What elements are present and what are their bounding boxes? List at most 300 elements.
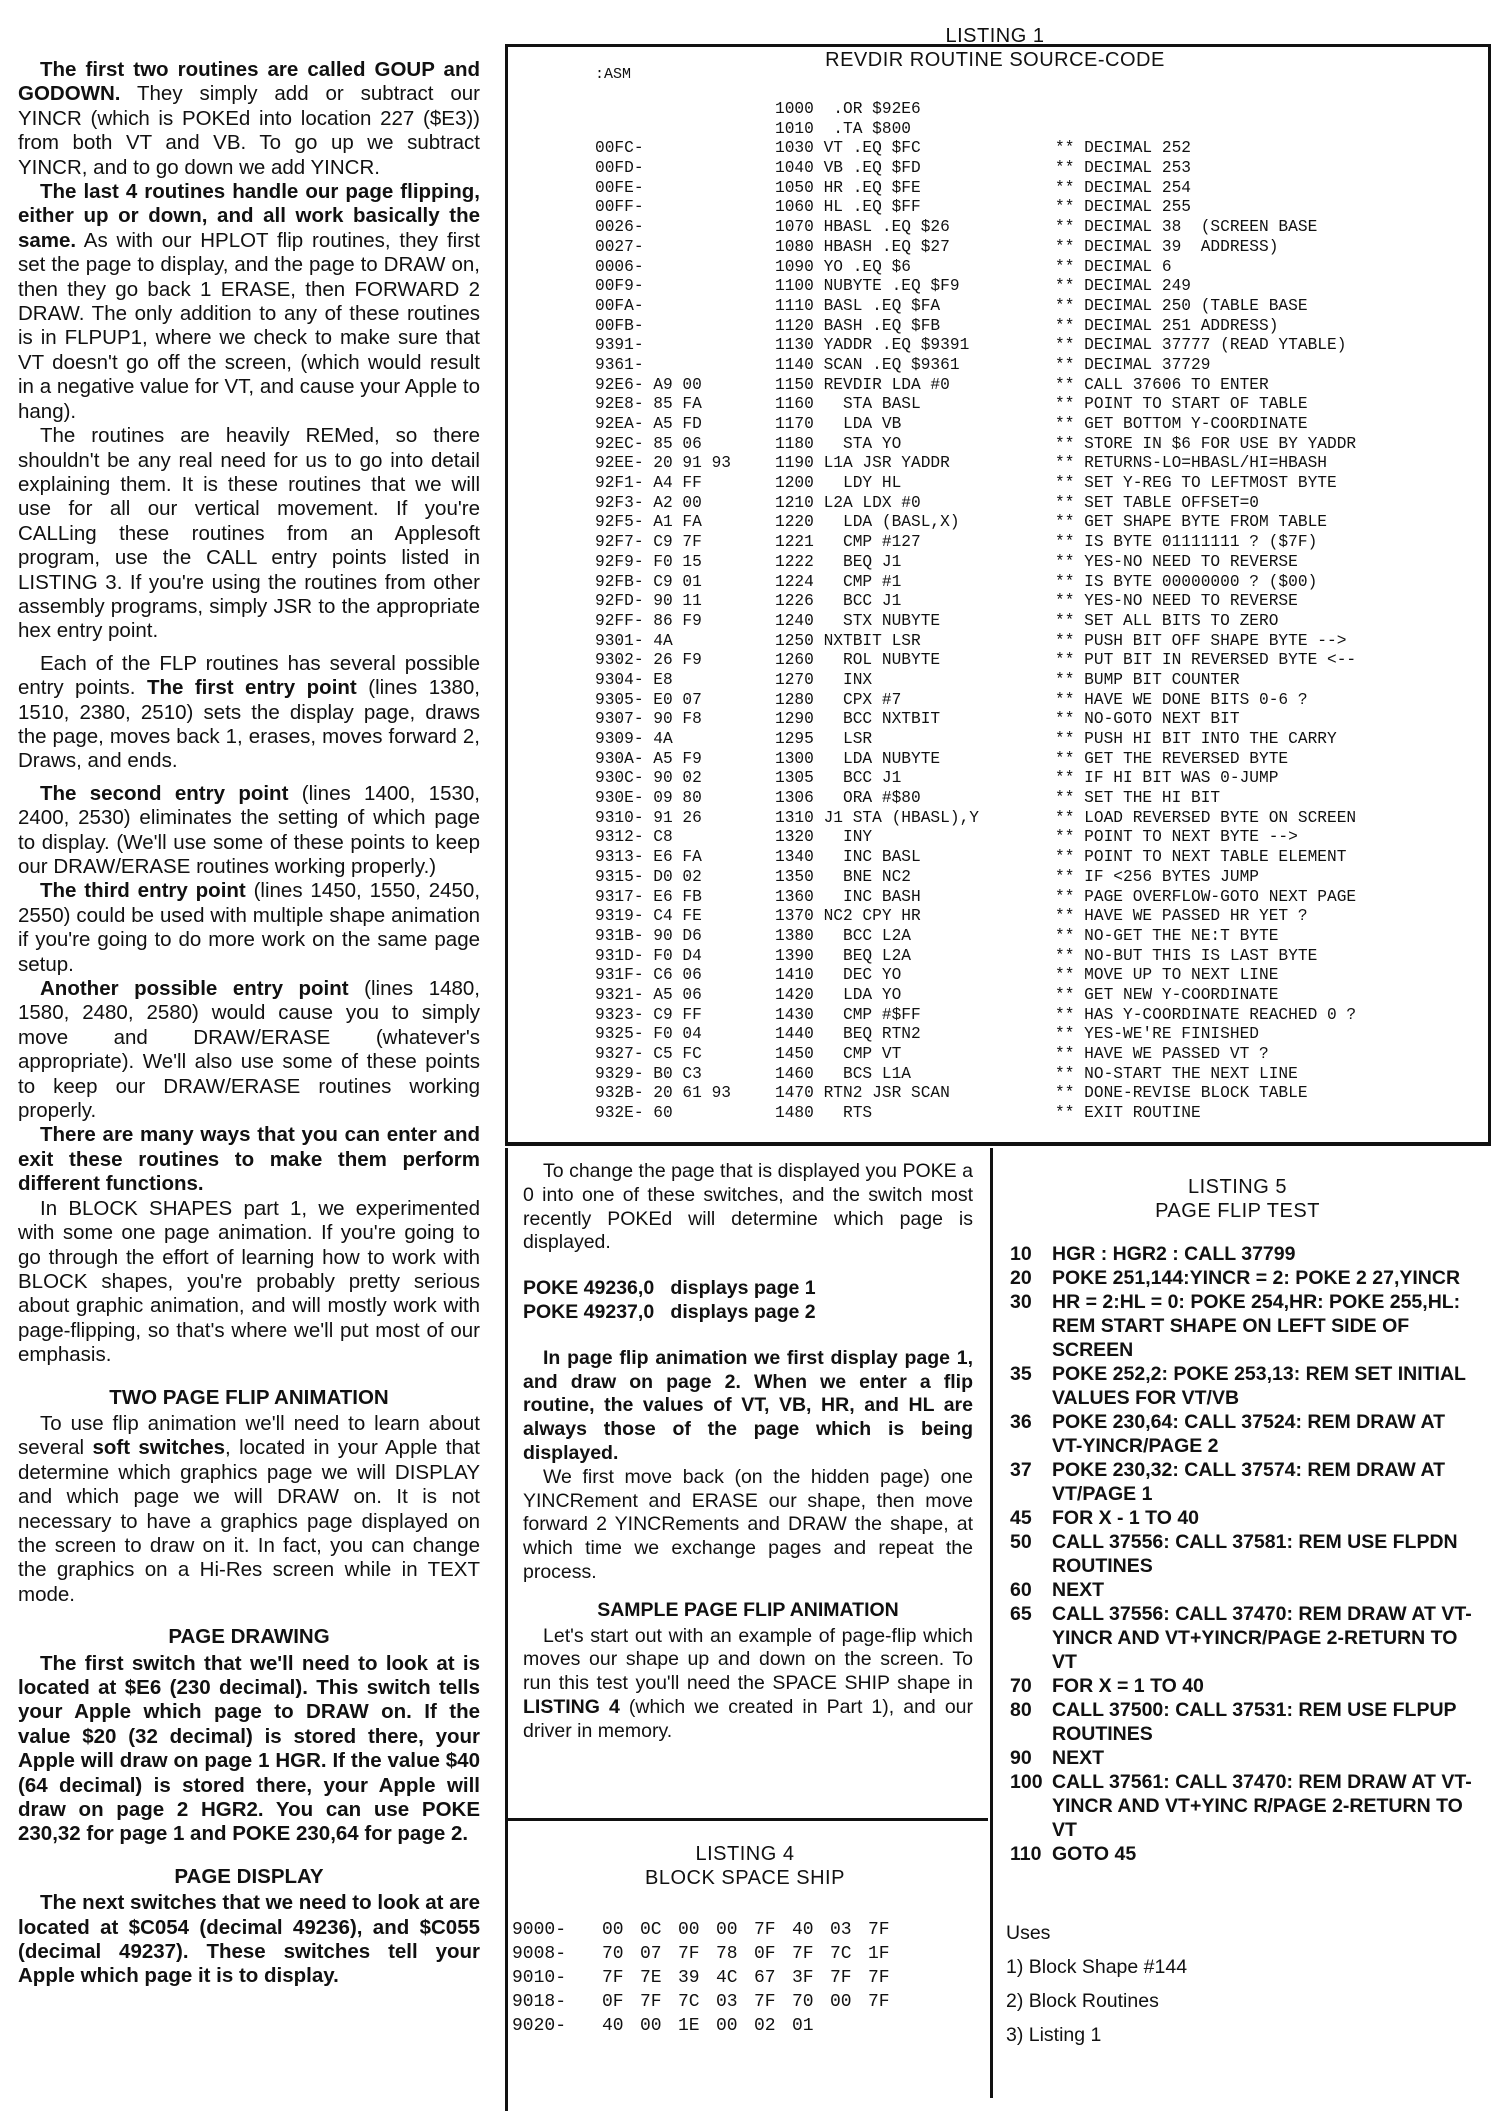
hex-byte: 7E xyxy=(640,1968,662,1988)
code-instruction: 1270 INX xyxy=(775,670,873,689)
code-comment: ** DECIMAL 6 xyxy=(1055,257,1172,276)
paragraph-another-entry: Another possible entry point (lines 1480, 1580, 2480, 2580) would cause you to simply move and DRAW/ERASE (whatever's appropriate). We'll also use some of these points to keep our DRAW/ERASE routines working properly. xyxy=(18,977,480,1123)
code-comment: ** NO-BUT THIS IS LAST BYTE xyxy=(1055,946,1318,965)
code-instruction: 1120 BASH .EQ $FB xyxy=(775,316,941,335)
code-address: 92F7- C9 7F xyxy=(595,533,702,552)
code-address: 9327- C5 FC xyxy=(595,1045,702,1063)
hex-address: 9000- xyxy=(512,1920,567,1940)
basic-line xyxy=(1010,1746,1480,1770)
hex-byte: 7F xyxy=(754,1992,776,2012)
code-instruction: 1250 NXTBIT LSR xyxy=(775,631,921,650)
code-comment: ** SET ALL BITS TO ZERO xyxy=(1055,611,1279,630)
code-row xyxy=(595,632,1356,652)
basic-line xyxy=(1010,1674,1480,1698)
code-comment: ** HAVE WE PASSED VT ? xyxy=(1055,1045,1269,1063)
hex-byte: 78 xyxy=(716,1944,738,1964)
code-comment: ** POINT TO NEXT BYTE --> xyxy=(1055,828,1298,847)
code-instruction: 1000 .OR $92E6 xyxy=(775,100,921,118)
code-row xyxy=(595,710,1356,730)
hex-byte: 67 xyxy=(754,1968,776,1988)
code-row xyxy=(595,730,1356,750)
middle-article-column xyxy=(523,1160,973,1744)
basic-line xyxy=(1010,1530,1480,1578)
code-address: 9317- E6 FB xyxy=(595,887,702,906)
basic-line xyxy=(1010,1698,1480,1746)
code-row xyxy=(595,553,1356,573)
basic-line xyxy=(1010,1242,1480,1266)
paragraph-soft-switches: To use flip animation we'll need to learn about several soft switches, located in your Apple that determine which graphics page we will DISPLAY and which page we will DRAW on. It is not necessary to have a graphics page displayed on the screen to draw on it. In fact, you can change the graphics on a Hi-Res screen while in TEXT mode. xyxy=(18,1411,481,1606)
uses-title: Uses xyxy=(1006,1922,1051,1944)
hex-byte: 7F xyxy=(792,1944,814,1964)
basic-line-text: FOR X - 1 TO 40 xyxy=(1052,1507,1200,1529)
code-row xyxy=(595,297,1356,317)
code-comment: ** GET NEW Y-COORDINATE xyxy=(1055,985,1279,1004)
code-instruction: 1226 BCC J1 xyxy=(775,592,902,611)
code-comment: ** CALL 37606 TO ENTER xyxy=(1055,375,1269,394)
paragraph-page-display: The next switches that we need to look at are located at $C054 (decimal 49236), and $C055 (decimal 49237). These switches tell your Apple which page it is to display. xyxy=(18,1891,480,1988)
code-comment: ** POINT TO NEXT TABLE ELEMENT xyxy=(1055,848,1347,867)
listing-5-title: LISTING 5 PAGE FLIP TEST xyxy=(1155,1176,1320,1222)
code-row xyxy=(595,238,1356,258)
code-address: 9319- C4 FE xyxy=(595,907,702,926)
basic-line-number: 65 xyxy=(1010,1603,1032,1625)
heading-page-display: PAGE DISPLAY xyxy=(174,1864,324,1888)
uses-item: 2) Block Routines xyxy=(1006,1990,1159,2012)
code-address: 9312- C8 xyxy=(595,828,673,847)
basic-line xyxy=(1010,1770,1480,1842)
hex-row xyxy=(512,1966,906,1990)
code-row xyxy=(595,592,1356,612)
code-comment: ** DECIMAL 252 xyxy=(1055,139,1191,158)
code-instruction: 1410 DEC YO xyxy=(775,966,902,985)
basic-line-text: POKE 252,2: POKE 253,13: REM SET INITIAL VALUES FOR VT/VB xyxy=(1052,1363,1466,1409)
heading-page-drawing: PAGE DRAWING xyxy=(168,1625,330,1649)
paragraph-sample-example: Let's start out with an example of page-flip which moves our shape up and down on the screen. To run this test you'll need the SPACE SHIP shape in LISTING 4 (which we created in Part 1), and our driver in memory. xyxy=(523,1624,973,1742)
code-comment: ** DECIMAL 249 xyxy=(1055,277,1191,296)
code-address: 92EA- A5 FD xyxy=(595,415,702,433)
code-comment: ** DECIMAL 38 (SCREEN BASE xyxy=(1055,218,1318,237)
basic-line-text: NEXT xyxy=(1052,1747,1105,1769)
paragraph-goup-godown: The first two routines are called GOUP and GODOWN. They simply add or subtract our YINCR (which is POKEd into location 227 ($E3)) from both VT and VB. To go up we subtract YINCR, and to go down we add YINCR. xyxy=(18,58,480,179)
code-instruction: 1130 YADDR .EQ $9391 xyxy=(775,336,970,355)
basic-line-number: 80 xyxy=(1010,1699,1032,1721)
code-comment: ** DECIMAL 37729 xyxy=(1055,355,1211,374)
code-instruction: 1100 NUBYTE .EQ $F9 xyxy=(775,277,960,296)
code-address: 930E- 09 80 xyxy=(595,789,702,808)
code-address: 9305- E0 07 xyxy=(595,690,702,709)
listing-1-source-code xyxy=(595,100,1356,1124)
code-comment: ** NO-GET THE NE:T BYTE xyxy=(1055,926,1279,945)
code-instruction: 1160 STA BASL xyxy=(775,395,921,414)
code-address: 92EC- 85 06 xyxy=(595,434,702,453)
basic-line-text: CALL 37556: CALL 37581: REM USE FLPDN ROUTINES xyxy=(1052,1531,1458,1577)
code-address: 92F3- A2 00 xyxy=(595,493,702,512)
hex-byte: 00 xyxy=(602,1920,624,1940)
code-address: 9310- 91 26 xyxy=(595,808,702,827)
listing-5-basic-program xyxy=(1010,1242,1480,1866)
code-instruction: 1040 VB .EQ $FD xyxy=(775,159,921,178)
code-instruction: 1420 LDA YO xyxy=(775,985,902,1004)
paragraph-move-back: We first move back (on the hidden page) one YINCRement and ERASE our shape, then move forward 2 YINCRements and DRAW the shape, at which time we exchange pages and repeat the process. xyxy=(523,1465,973,1583)
basic-line xyxy=(1010,1458,1480,1506)
code-instruction: 1320 INY xyxy=(775,828,873,847)
code-address: 9307- 90 F8 xyxy=(595,710,702,729)
basic-line-text: GOTO 45 xyxy=(1052,1843,1137,1865)
basic-line-number: 36 xyxy=(1010,1411,1032,1433)
code-instruction: 1060 HL .EQ $FF xyxy=(775,198,921,217)
code-row xyxy=(595,415,1356,435)
code-comment: ** DONE-REVISE BLOCK TABLE xyxy=(1055,1084,1308,1103)
hex-byte: 7F xyxy=(640,1992,662,2012)
code-address: 932B- 20 61 93 xyxy=(595,1084,731,1103)
code-row xyxy=(595,1104,1356,1124)
hex-address: 9008- xyxy=(512,1944,567,1964)
code-row xyxy=(595,828,1356,848)
code-row xyxy=(595,139,1356,159)
heading-two-page-flip: TWO PAGE FLIP ANIMATION xyxy=(109,1385,389,1409)
poke-display-page-1: POKE 49236,0 displays page 1 xyxy=(523,1277,816,1300)
code-row xyxy=(595,848,1356,868)
code-address: 92EE- 20 91 93 xyxy=(595,454,731,473)
code-address: 00FB- xyxy=(595,316,644,335)
basic-line xyxy=(1010,1266,1480,1290)
hex-byte: 00 xyxy=(716,2016,738,2036)
uses-item: 1) Block Shape #144 xyxy=(1006,1956,1188,1978)
code-address: 931B- 90 D6 xyxy=(595,926,702,945)
code-row xyxy=(595,888,1356,908)
code-comment: ** DECIMAL 253 xyxy=(1055,159,1191,178)
code-comment: ** GET SHAPE BYTE FROM TABLE xyxy=(1055,513,1327,532)
hex-byte: 00 xyxy=(678,1920,700,1940)
code-address: 92FD- 90 11 xyxy=(595,592,702,611)
code-comment: ** IF <256 BYTES JUMP xyxy=(1055,867,1259,886)
code-comment: ** PUSH BIT OFF SHAPE BYTE --> xyxy=(1055,631,1347,650)
basic-line-number: 100 xyxy=(1010,1771,1043,1793)
heading-sample-flip: SAMPLE PAGE FLIP ANIMATION xyxy=(597,1598,899,1621)
basic-line-number: 20 xyxy=(1010,1267,1032,1289)
hex-row xyxy=(512,2014,906,2038)
basic-line-number: 110 xyxy=(1010,1843,1042,1865)
code-row xyxy=(595,198,1356,218)
code-instruction: 1280 CPX #7 xyxy=(775,690,902,709)
code-row xyxy=(595,927,1356,947)
code-instruction: 1440 BEQ RTN2 xyxy=(775,1025,921,1044)
code-row xyxy=(595,513,1356,533)
code-instruction: 1090 YO .EQ $6 xyxy=(775,257,911,276)
code-row xyxy=(595,1045,1356,1065)
hex-byte: 4C xyxy=(716,1968,738,1988)
code-row xyxy=(595,868,1356,888)
code-address: 9302- 26 F9 xyxy=(595,651,702,670)
hex-address: 9010- xyxy=(512,1968,567,1988)
code-address: 92F5- A1 FA xyxy=(595,513,702,532)
hex-byte: 0C xyxy=(640,1920,662,1940)
code-address: 00FF- xyxy=(595,198,644,217)
code-instruction: 1220 LDA (BASL,X) xyxy=(775,513,960,532)
code-comment: ** IS BYTE 00000000 ? ($00) xyxy=(1055,572,1318,591)
code-comment: ** SET TABLE OFFSET=0 xyxy=(1055,493,1259,512)
hex-byte: 02 xyxy=(754,2016,776,2036)
code-row xyxy=(595,336,1356,356)
basic-line-text: CALL 37561: CALL 37470: REM DRAW AT VT-YINCR AND VT+YINC R/PAGE 2-RETURN TO VT xyxy=(1052,1771,1472,1841)
code-comment: ** EXIT ROUTINE xyxy=(1055,1104,1201,1123)
hex-byte: 7F xyxy=(868,1992,890,2012)
code-comment: ** IS BYTE 01111111 ? ($7F) xyxy=(1055,533,1318,552)
code-row xyxy=(595,966,1356,986)
code-address: 0027- xyxy=(595,237,644,256)
code-instruction: 1295 LSR xyxy=(775,730,873,748)
basic-line xyxy=(1010,1602,1480,1674)
code-instruction: 1170 LDA VB xyxy=(775,415,902,433)
code-row xyxy=(595,1006,1356,1026)
code-row xyxy=(595,494,1356,514)
basic-line-number: 90 xyxy=(1010,1747,1032,1769)
hex-byte: 70 xyxy=(792,1992,814,2012)
basic-line xyxy=(1010,1410,1480,1458)
hex-byte: 0F xyxy=(602,1992,624,2012)
code-address: 9301- 4A xyxy=(595,631,673,650)
code-address: 92FF- 86 F9 xyxy=(595,611,702,630)
basic-line-number: 10 xyxy=(1010,1243,1032,1265)
hex-byte: 7F xyxy=(868,1968,890,1988)
code-row xyxy=(595,100,1356,120)
code-address: 932E- 60 xyxy=(595,1104,673,1123)
hex-byte: 7F xyxy=(868,1920,890,1940)
code-address: 9325- F0 04 xyxy=(595,1025,702,1044)
basic-line xyxy=(1010,1290,1480,1362)
code-comment: ** NO-GOTO NEXT BIT xyxy=(1055,710,1240,729)
code-instruction: 1380 BCC L2A xyxy=(775,926,911,945)
code-address: 00FC- xyxy=(595,139,644,158)
basic-line-text: POKE 251,144:YINCR = 2: POKE 2 27,YINCR xyxy=(1052,1267,1461,1289)
code-row xyxy=(595,454,1356,474)
paragraph-many-ways: There are many ways that you can enter and exit these routines to make them perform different functions. xyxy=(18,1123,480,1196)
code-comment: ** POINT TO START OF TABLE xyxy=(1055,395,1308,414)
hex-address: 9018- xyxy=(512,1992,567,2012)
code-address: 9329- B0 C3 xyxy=(595,1064,702,1083)
hex-byte: 03 xyxy=(716,1992,738,2012)
basic-line-text: CALL 37556: CALL 37470: REM DRAW AT VT-YINCR AND VT+YINCR/PAGE 2-RETURN TO VT xyxy=(1052,1603,1472,1673)
code-address: 92F1- A4 FF xyxy=(595,474,702,493)
code-instruction: 1180 STA YO xyxy=(775,434,902,453)
hex-byte: 00 xyxy=(830,1992,852,2012)
hex-byte: 7F xyxy=(754,1920,776,1940)
basic-line xyxy=(1010,1506,1480,1530)
code-comment: ** HAVE WE DONE BITS 0-6 ? xyxy=(1055,690,1308,709)
code-address: 00FA- xyxy=(595,296,644,315)
code-comment: ** DECIMAL 255 xyxy=(1055,198,1191,217)
code-row xyxy=(595,750,1356,770)
code-row xyxy=(595,356,1356,376)
code-row xyxy=(595,612,1356,632)
code-instruction: 1305 BCC J1 xyxy=(775,769,902,788)
code-instruction: 1430 CMP #$FF xyxy=(775,1005,921,1024)
basic-line-number: 30 xyxy=(1010,1291,1032,1313)
hex-byte: 03 xyxy=(830,1920,852,1940)
listing-4-title: LISTING 4 BLOCK SPACE SHIP xyxy=(645,1843,845,1889)
hex-address: 9020- xyxy=(512,2016,567,2036)
basic-line xyxy=(1010,1842,1480,1866)
code-row xyxy=(595,1065,1356,1085)
code-comment: ** HAVE WE PASSED HR YET ? xyxy=(1055,907,1308,926)
code-instruction: 1300 LDA NUBYTE xyxy=(775,749,941,768)
hex-row xyxy=(512,1918,906,1942)
code-instruction: 1480 RTS xyxy=(775,1104,873,1123)
code-instruction: 1190 L1A JSR YADDR xyxy=(775,454,950,473)
code-row xyxy=(595,573,1356,593)
hex-byte: 7C xyxy=(830,1944,852,1964)
basic-line-number: 35 xyxy=(1010,1363,1032,1385)
basic-line-number: 50 xyxy=(1010,1531,1032,1553)
code-instruction: 1010 .TA $800 xyxy=(775,119,911,138)
code-row xyxy=(595,258,1356,278)
code-comment: ** DECIMAL 250 (TABLE BASE xyxy=(1055,296,1308,315)
code-address: 9361- xyxy=(595,355,644,374)
basic-line-text: HR = 2:HL = 0: POKE 254,HR: POKE 255,HL: REM START SHAPE ON LEFT SIDE OF SCREEN xyxy=(1052,1291,1461,1361)
code-instruction: 1080 HBASH .EQ $27 xyxy=(775,237,950,256)
code-comment: ** PUSH HI BIT INTO THE CARRY xyxy=(1055,730,1337,748)
code-row xyxy=(595,317,1356,337)
code-address: 0006- xyxy=(595,257,644,276)
code-comment: ** DECIMAL 254 xyxy=(1055,178,1191,197)
code-row xyxy=(595,179,1356,199)
code-address: 00FE- xyxy=(595,178,644,197)
code-address: 00FD- xyxy=(595,159,644,178)
code-address: 930A- A5 F9 xyxy=(595,749,702,768)
basic-line-text: HGR : HGR2 : CALL 37799 xyxy=(1052,1243,1296,1265)
code-row xyxy=(595,691,1356,711)
column-divider xyxy=(505,1148,508,1818)
code-instruction: 1460 BCS L1A xyxy=(775,1064,911,1083)
code-instruction: 1310 J1 STA (HBASL),Y xyxy=(775,808,979,827)
paragraph-change-page: To change the page that is displayed you POKE a 0 into one of these switches, and the switch most recently POKEd will determine which page is displayed. xyxy=(523,1160,973,1254)
code-comment: ** PUT BIT IN REVERSED BYTE <-- xyxy=(1055,651,1357,670)
paragraph-third-entry: The third entry point (lines 1450, 1550, 2450, 2550) could be used with multiple shape animation if you're going to do more work on the same page setup. xyxy=(18,879,481,976)
code-comment: ** IF HI BIT WAS 0-JUMP xyxy=(1055,769,1279,788)
hex-byte: 70 xyxy=(602,1944,624,1964)
basic-line-number: 45 xyxy=(1010,1507,1032,1529)
hex-row xyxy=(512,1990,906,2014)
basic-line-number: 37 xyxy=(1010,1459,1032,1481)
code-comment: ** DECIMAL 37777 (READ YTABLE) xyxy=(1055,336,1347,355)
code-row xyxy=(595,789,1356,809)
listing-5-uses xyxy=(1006,1916,1187,2052)
hex-byte: 1F xyxy=(868,1944,890,1964)
code-comment: ** HAS Y-COORDINATE REACHED 0 ? xyxy=(1055,1005,1357,1024)
hex-row xyxy=(512,1942,906,1966)
hex-byte: 3F xyxy=(792,1968,814,1988)
hex-byte: 40 xyxy=(602,2016,624,2036)
code-row xyxy=(595,769,1356,789)
code-instruction: 1290 BCC NXTBIT xyxy=(775,710,941,729)
code-address: 9321- A5 06 xyxy=(595,985,702,1004)
code-address: 9323- C9 FF xyxy=(595,1005,702,1024)
code-instruction: 1030 VT .EQ $FC xyxy=(775,139,921,158)
hex-byte: 7F xyxy=(678,1944,700,1964)
code-comment: ** YES-WE'RE FINISHED xyxy=(1055,1025,1259,1044)
code-instruction: 1450 CMP VT xyxy=(775,1045,902,1063)
code-row xyxy=(595,947,1356,967)
code-address: 92E8- 85 FA xyxy=(595,395,702,414)
hex-byte: 01 xyxy=(792,2016,814,2036)
code-comment: ** YES-NO NEED TO REVERSE xyxy=(1055,552,1298,571)
code-instruction: 1070 HBASL .EQ $26 xyxy=(775,218,950,237)
code-instruction: 1222 BEQ J1 xyxy=(775,552,902,571)
code-address: 92E6- A9 00 xyxy=(595,375,702,394)
code-instruction: 1221 CMP #127 xyxy=(775,533,921,552)
code-comment: ** DECIMAL 251 ADDRESS) xyxy=(1055,316,1279,335)
code-comment: ** GET THE REVERSED BYTE xyxy=(1055,749,1289,768)
listing-4-hex-dump xyxy=(512,1918,906,2038)
code-instruction: 1260 ROL NUBYTE xyxy=(775,651,941,670)
basic-line-number: 60 xyxy=(1010,1579,1032,1601)
code-address: 9315- D0 02 xyxy=(595,867,702,886)
code-row xyxy=(595,533,1356,553)
code-instruction: 1140 SCAN .EQ $9361 xyxy=(775,355,960,374)
code-row xyxy=(595,1084,1356,1104)
code-row xyxy=(595,651,1356,671)
code-instruction: 1350 BNE NC2 xyxy=(775,867,911,886)
hex-byte: 0F xyxy=(754,1944,776,1964)
hex-byte: 40 xyxy=(792,1920,814,1940)
hex-byte: 00 xyxy=(640,2016,662,2036)
hex-byte: 07 xyxy=(640,1944,662,1964)
code-comment: ** MOVE UP TO NEXT LINE xyxy=(1055,966,1279,985)
basic-line-text: FOR X = 1 TO 40 xyxy=(1052,1675,1204,1697)
basic-line-text: POKE 230,32: CALL 37574: REM DRAW AT VT/PAGE 1 xyxy=(1052,1459,1445,1505)
code-row xyxy=(595,395,1356,415)
paragraph-last-routines: The last 4 routines handle our page flipping, either up or down, and all work basically the same. As with our HPLOT flip routines, they first set the page to display, and the page to DRAW on, then they go back 1 ERASE, then FORWARD 2 DRAW. The only addition to any of these routines is in FLPUP1, where we check to make sure that VT doesn't go off the screen, (which would result in a negative value for VT, and cause your Apple to hang). xyxy=(18,180,480,423)
hex-byte: 00 xyxy=(716,1920,738,1940)
hex-byte: 7F xyxy=(602,1968,624,1988)
code-row xyxy=(595,671,1356,691)
code-address: 931F- C6 06 xyxy=(595,966,702,985)
code-instruction: 1050 HR .EQ $FE xyxy=(775,178,921,197)
code-address: 92F9- F0 15 xyxy=(595,552,702,571)
basic-line-text: POKE 230,64: CALL 37524: REM DRAW AT VT-YINCR/PAGE 2 xyxy=(1052,1411,1445,1457)
code-comment: ** DECIMAL 39 ADDRESS) xyxy=(1055,237,1279,256)
left-article-column xyxy=(18,58,480,1989)
code-address: 92FB- C9 01 xyxy=(595,572,702,591)
code-row xyxy=(595,277,1356,297)
listing-1-title: LISTING 1 REVDIR ROUTINE SOURCE-CODE xyxy=(825,25,1165,71)
code-address: 931D- F0 D4 xyxy=(595,946,702,965)
code-address: 930C- 90 02 xyxy=(595,769,702,788)
code-comment: ** SET Y-REG TO LEFTMOST BYTE xyxy=(1055,474,1337,493)
code-address: 9309- 4A xyxy=(595,730,673,748)
code-comment: ** YES-NO NEED TO REVERSE xyxy=(1055,592,1298,611)
uses-item: 3) Listing 1 xyxy=(1006,2024,1102,2046)
code-instruction: 1340 INC BASL xyxy=(775,848,921,867)
code-instruction: 1240 STX NUBYTE xyxy=(775,611,941,630)
code-address: 9313- E6 FA xyxy=(595,848,702,867)
code-address: 9304- E8 xyxy=(595,670,673,689)
code-comment: ** RETURNS-LO=HBASL/HI=HBASH xyxy=(1055,454,1327,473)
code-comment: ** PAGE OVERFLOW-GOTO NEXT PAGE xyxy=(1055,887,1357,906)
code-row xyxy=(595,218,1356,238)
code-row xyxy=(595,1025,1356,1045)
code-instruction: 1200 LDY HL xyxy=(775,474,902,493)
basic-line xyxy=(1010,1362,1480,1410)
paragraph-entry-points: Each of the FLP routines has several possible entry points. The first entry point (lines 1380, 1510, 2380, 2510) sets the display page, draws the page, moves back 1, erases, moves forward 2, Draws, and ends. xyxy=(18,651,481,773)
basic-line xyxy=(1010,1578,1480,1602)
code-comment: ** GET BOTTOM Y-COORDINATE xyxy=(1055,415,1308,433)
code-instruction: 1224 CMP #1 xyxy=(775,572,902,591)
code-comment: ** LOAD REVERSED BYTE ON SCREEN xyxy=(1055,808,1357,827)
hex-byte: 39 xyxy=(678,1968,700,1988)
hex-byte: 7C xyxy=(678,1992,700,2012)
paragraph-flip-animation: In page flip animation we first display page 1, and draw on page 2. When we enter a flip routine, the values of VT, VB, HR, and HL are always those of the page which is being displayed. xyxy=(523,1346,973,1464)
